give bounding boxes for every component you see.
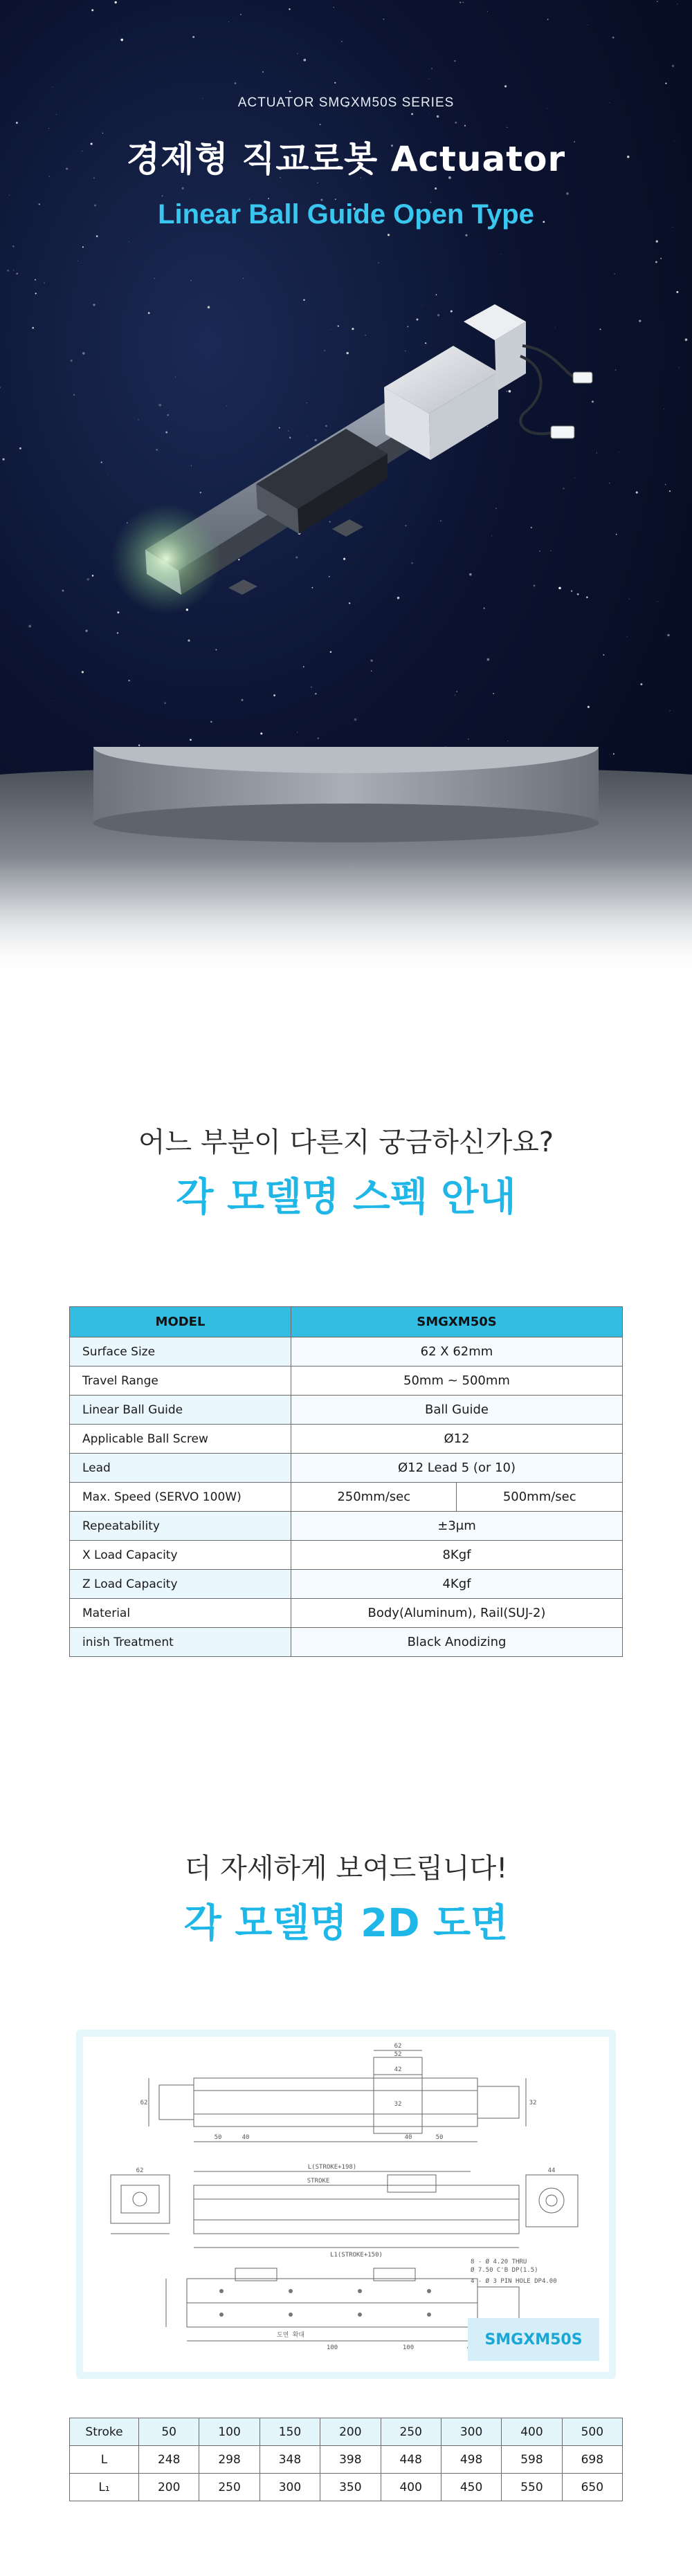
stroke-cell: 398 <box>320 2446 381 2474</box>
star <box>614 274 615 275</box>
stroke-cell: 300 <box>441 2418 501 2446</box>
stroke-cell: Stroke <box>70 2418 139 2446</box>
star <box>82 246 84 248</box>
stroke-cell: 550 <box>502 2474 562 2501</box>
table-row <box>70 1337 623 1366</box>
stroke-cell: 250 <box>199 2474 260 2501</box>
spec-label: Material <box>70 1599 291 1628</box>
star <box>240 14 241 15</box>
dim-length-l: L(STROKE+198) <box>307 2164 357 2171</box>
stroke-cell: 400 <box>502 2418 562 2446</box>
drawing-section-heading <box>0 1846 692 1948</box>
star <box>7 270 9 272</box>
spec-value: ±3μm <box>291 1512 623 1541</box>
star <box>315 693 316 694</box>
dim-stroke: STROKE <box>307 2178 330 2185</box>
spec-label: X Load Capacity <box>70 1541 291 1570</box>
star <box>437 115 439 118</box>
dim-top-c: 42 <box>394 2066 402 2073</box>
star <box>190 739 192 741</box>
dim-side-a: 62 <box>136 2167 144 2174</box>
star <box>120 39 123 41</box>
stroke-cell: 450 <box>441 2474 501 2501</box>
dim-bottom-c: 100 <box>402 2344 415 2351</box>
star <box>289 8 290 10</box>
note-c: 4 - Ø 3 PIN HOLE DP4.00 <box>471 2278 557 2285</box>
star <box>566 192 569 195</box>
table-row <box>70 1396 623 1425</box>
star <box>431 68 432 69</box>
spec-value: 4Kgf <box>291 1570 623 1599</box>
spec-value: Ø12 <box>291 1425 623 1454</box>
star <box>428 79 429 80</box>
table-row <box>70 1425 623 1454</box>
dim-top-d: 32 <box>394 2101 402 2108</box>
star <box>459 1 461 3</box>
table-row <box>70 1570 623 1599</box>
star <box>504 85 507 87</box>
star <box>289 91 291 92</box>
star <box>12 245 15 248</box>
stroke-cell: 650 <box>562 2474 622 2501</box>
dim-bot-a: 50 <box>214 2134 222 2141</box>
star <box>16 122 18 124</box>
dim-bot-d: 50 <box>435 2134 444 2141</box>
star <box>128 680 129 681</box>
table-row <box>70 1541 623 1570</box>
stroke-cell: 348 <box>260 2446 320 2474</box>
stroke-cell: 598 <box>502 2446 562 2474</box>
stroke-cell: 100 <box>199 2418 260 2446</box>
stroke-cell: 150 <box>260 2418 320 2446</box>
table-row <box>70 1366 623 1396</box>
spec-header-model: MODEL <box>70 1307 291 1337</box>
spec-value: Ø12 Lead 5 (or 10) <box>291 1454 623 1483</box>
dim-side-b: 44 <box>547 2167 556 2174</box>
hero-title: 경제형 직교로봇 Actuator <box>126 139 566 179</box>
spec-value: Black Anodizing <box>291 1628 623 1657</box>
hero-subtitle: Linear Ball Guide Open Type <box>158 199 534 230</box>
star <box>320 124 321 125</box>
star <box>273 694 275 696</box>
spec-label: inish Treatment <box>70 1628 291 1657</box>
star <box>138 744 140 745</box>
stroke-cell: 200 <box>139 2474 199 2501</box>
spec-label: Travel Range <box>70 1366 291 1396</box>
spec-label: Repeatability <box>70 1512 291 1541</box>
spec-label: Surface Size <box>70 1337 291 1366</box>
note-a: 8 - Ø 4.20 THRU <box>471 2259 527 2265</box>
spec-value: Body(Aluminum), Rail(SUJ-2) <box>291 1599 623 1628</box>
stroke-cell: 698 <box>562 2446 622 2474</box>
star <box>334 82 336 84</box>
star <box>56 114 57 115</box>
spec-value: 62 X 62mm <box>291 1337 623 1366</box>
dim-bottom-b: 도면 확대 <box>276 2332 305 2339</box>
spec-table <box>69 1306 623 1657</box>
star <box>547 19 549 20</box>
table-row <box>70 1454 623 1483</box>
star <box>182 187 184 189</box>
stroke-cell: L <box>70 2446 139 2474</box>
table-row <box>70 1512 623 1541</box>
star <box>428 113 429 114</box>
star <box>262 71 264 73</box>
star <box>228 21 229 22</box>
star <box>669 710 670 711</box>
stroke-table <box>69 2418 623 2501</box>
spec-section-title: 각 모델명 스펙 안내 <box>176 1175 516 1220</box>
spec-value: Ball Guide <box>291 1396 623 1425</box>
stroke-cell: 250 <box>381 2418 441 2446</box>
dim-bot-b: 40 <box>242 2134 250 2141</box>
table-row <box>70 2446 623 2474</box>
spec-section-pre: 어느 부분이 다른지 궁금하신가요? <box>138 1127 554 1158</box>
dim-left-a: 62 <box>140 2100 148 2106</box>
star <box>487 11 488 12</box>
table-row <box>70 1483 623 1512</box>
star <box>464 125 466 127</box>
star <box>435 187 437 189</box>
star <box>242 699 244 701</box>
spec-label: Z Load Capacity <box>70 1570 291 1599</box>
star <box>210 721 212 723</box>
stroke-cell: 248 <box>139 2446 199 2474</box>
star <box>411 113 413 115</box>
star <box>35 279 36 281</box>
spec-value-b: 500mm/sec <box>457 1483 623 1512</box>
star <box>91 9 93 11</box>
spec-header-value: SMGXM50S <box>291 1307 623 1337</box>
star <box>16 272 17 274</box>
stroke-cell: 200 <box>320 2418 381 2446</box>
model-badge: SMGXM50S <box>468 2318 599 2361</box>
star <box>655 261 657 263</box>
star <box>612 37 614 39</box>
dim-top-a: 62 <box>394 2043 402 2050</box>
star <box>341 41 343 42</box>
dim-top-b: 52 <box>394 2051 402 2058</box>
hero-banner <box>0 0 692 982</box>
star <box>354 719 357 721</box>
star <box>260 732 262 734</box>
spec-value: 50mm ~ 500mm <box>291 1366 623 1396</box>
star <box>455 122 457 124</box>
star <box>317 737 319 739</box>
stroke-cell: 298 <box>199 2446 260 2474</box>
table-row <box>70 1599 623 1628</box>
star <box>388 234 390 236</box>
table-row <box>70 1628 623 1657</box>
stroke-cell: 50 <box>139 2418 199 2446</box>
star <box>657 1 658 2</box>
star <box>96 235 98 237</box>
table-row <box>70 2418 623 2446</box>
hero-fade <box>0 858 692 982</box>
spec-value: 8Kgf <box>291 1541 623 1570</box>
spec-header-row <box>70 1307 623 1337</box>
spec-label: Linear Ball Guide <box>70 1396 291 1425</box>
stroke-cell: 400 <box>381 2474 441 2501</box>
dim-length-l1: L1(STROKE+150) <box>330 2252 383 2259</box>
star <box>656 240 658 242</box>
star <box>588 706 590 708</box>
star <box>190 280 192 281</box>
star <box>383 19 385 20</box>
star <box>162 195 163 196</box>
star <box>672 65 674 67</box>
star <box>454 60 455 62</box>
technical-drawing <box>83 2037 609 2372</box>
star <box>154 278 155 279</box>
star <box>297 53 298 54</box>
spec-label: Lead <box>70 1454 291 1483</box>
stroke-cell: 350 <box>320 2474 381 2501</box>
star <box>660 258 662 259</box>
spec-section-heading <box>0 1120 692 1222</box>
dim-bot-c: 40 <box>404 2134 412 2141</box>
star <box>463 2 464 3</box>
star <box>311 686 312 687</box>
actuator-product-image <box>0 290 692 678</box>
drawing-section-pre: 더 자세하게 보여드립니다! <box>184 1853 508 1884</box>
star <box>303 59 306 62</box>
star <box>165 703 166 704</box>
table-row <box>70 2474 623 2501</box>
star <box>640 683 642 685</box>
star <box>9 195 10 196</box>
star <box>48 128 49 129</box>
stroke-cell: 500 <box>562 2418 622 2446</box>
hero-eyebrow: ACTUATOR SMGXM50S SERIES <box>237 95 455 110</box>
stroke-cell: 498 <box>441 2446 501 2474</box>
dim-left-b: 32 <box>529 2100 537 2106</box>
spec-label: Applicable Ball Screw <box>70 1425 291 1454</box>
star <box>115 1 117 3</box>
spec-label: Max. Speed (SERVO 100W) <box>70 1483 291 1512</box>
dim-bottom-a: 100 <box>326 2344 338 2351</box>
note-b: Ø 7.50 C'B DP(1.5) <box>471 2267 538 2274</box>
star <box>192 36 194 38</box>
star <box>677 3 678 4</box>
stroke-cell: 300 <box>260 2474 320 2501</box>
drawing-frame <box>76 2030 616 2379</box>
spec-value-a: 250mm/sec <box>291 1483 457 1512</box>
star <box>243 278 244 279</box>
stroke-cell: L₁ <box>70 2474 139 2501</box>
stroke-cell: 448 <box>381 2446 441 2474</box>
drawing-section-title: 각 모델명 2D 도면 <box>183 1901 509 1946</box>
star <box>665 83 666 84</box>
star <box>493 693 494 694</box>
star <box>235 82 237 84</box>
star <box>465 234 467 237</box>
